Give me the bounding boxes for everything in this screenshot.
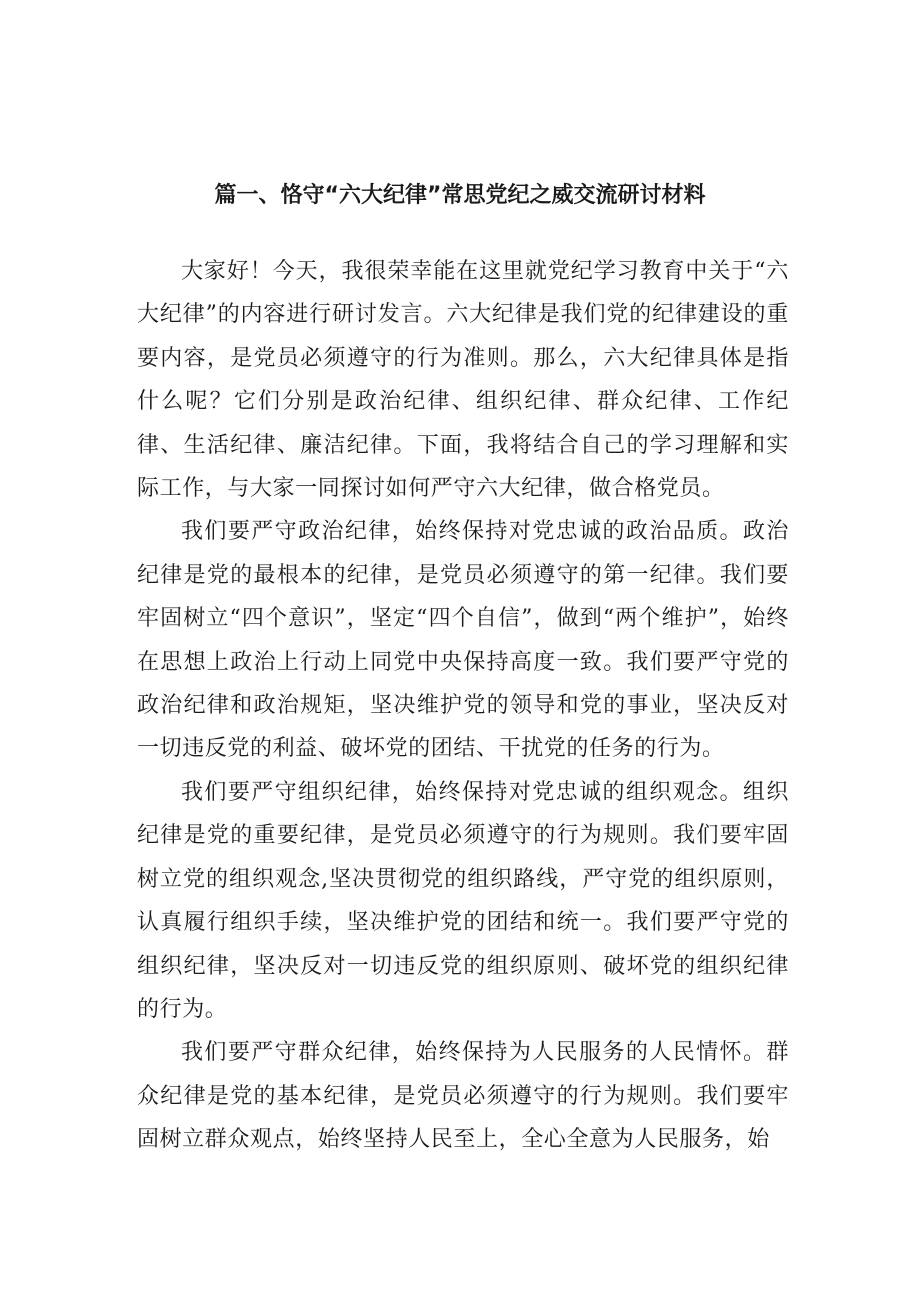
document-body xyxy=(137,250,789,1162)
document-title: 篇一、恪守“六大纪律”常思党纪之威交流研讨材料 xyxy=(214,183,706,208)
paragraph-political-discipline: 我们要严守政治纪律，始终保持对党忠诚的政治品质。政治纪律是党的最根本的纪律，是党员必须遵守的第一纪律。我们要牢固树立“四个意识”，坚定“四个自信”，做到“两个维护”，始终在思想上政治上行动上同党中央保持高度一致。我们要严守党的政治纪律和政治规矩，坚决维护党的领导和党的事业，坚决反对一切违反党的利益、破坏党的团结、干扰党的任务的行为。 xyxy=(137,519,789,762)
paragraph-mass-discipline: 我们要严守群众纪律，始终保持为人民服务的人民情怀。群众纪律是党的基本纪律，是党员必须遵守的行为规则。我们要牢固树立群众观点，始终坚持人民至上，全心全意为人民服务，始 xyxy=(137,1040,789,1153)
paragraph-intro: 大家好！今天，我很荣幸能在这里就党纪学习教育中关于“六大纪律”的内容进行研讨发言。六大纪律是我们党的纪律建设的重要内容，是党员必须遵守的行为准则。那么，六大纪律具体是指什么呢？它们分别是政治纪律、组织纪律、群众纪律、工作纪律、生活纪律、廉洁纪律。下面，我将结合自己的学习理解和实际工作，与大家一同探讨如何严守六大纪律，做合格党员。 xyxy=(137,259,789,502)
paragraph-organizational-discipline: 我们要严守组织纪律，始终保持对党忠诚的组织观念。组织纪律是党的重要纪律，是党员必须遵守的行为规则。我们要牢固树立党的组织观念,坚决贯彻党的组织路线，严守党的组织原则，认真履行组织手续，坚决维护党的团结和统一。我们要严守党的组织纪律，坚决反对一切违反党的组织原则、破坏党的组织纪律的行为。 xyxy=(137,779,789,1022)
